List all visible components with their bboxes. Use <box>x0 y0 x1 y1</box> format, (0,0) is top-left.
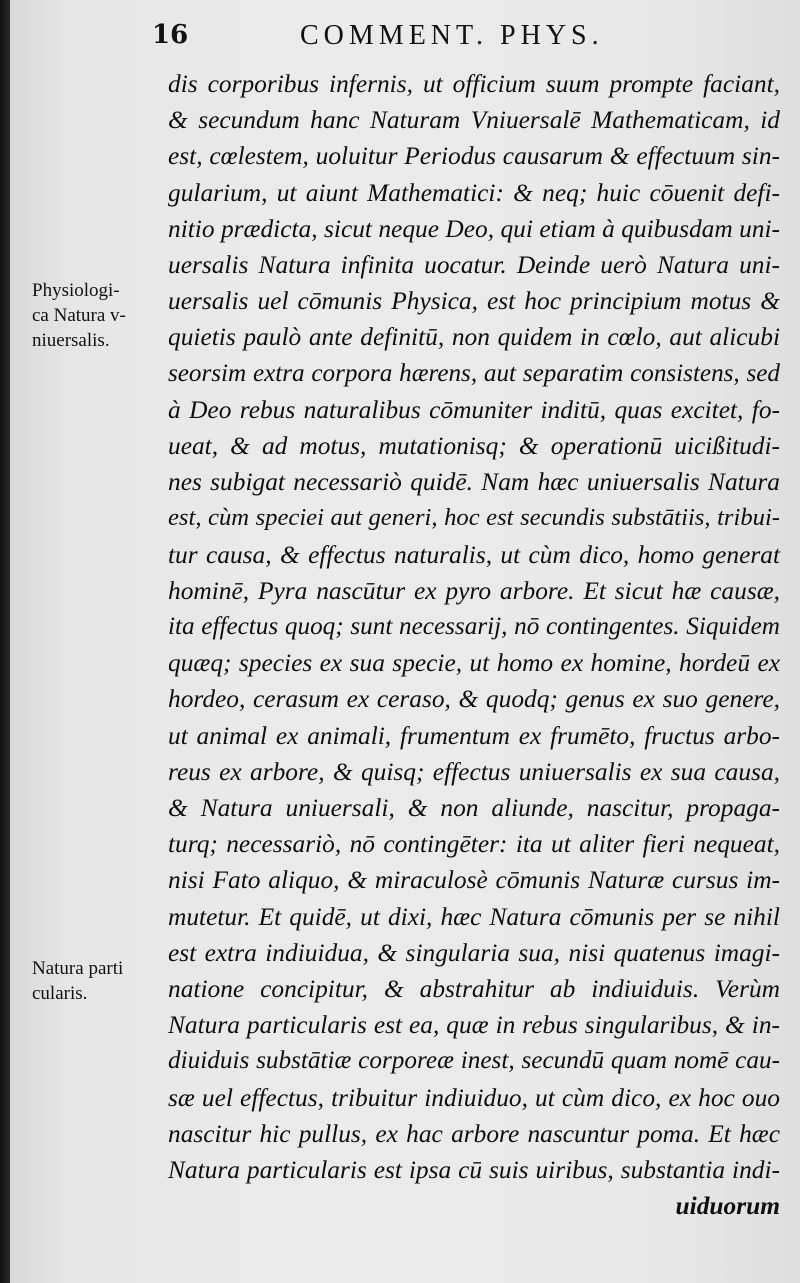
text-line: sæ uel effectus, tribuitur indiuiduo, ut cùm dico, ex hoc ouo <box>168 1083 780 1112</box>
page-header <box>10 18 800 58</box>
text-line: uersalis uel cōmunis Physica, est hoc principium motus & <box>168 287 780 316</box>
text-line: est extra indiuidua, & singularia sua, nisi quatenus imagi- <box>168 938 780 967</box>
text-line: est, cùm speciei aut generi, hoc est secundis substātiis, tribui- <box>168 504 780 532</box>
text-line: tur causa, & effectus naturalis, ut cùm dico, homo generat <box>168 540 780 569</box>
text-line: quæq; species ex sua specie, ut homo ex homine, hordeū ex <box>168 649 780 678</box>
running-head: COMMENT. PHYS. <box>300 20 604 51</box>
text-line: natione concipitur, & abstrahitur ab indiuiduis. Verùm <box>168 975 780 1004</box>
margin-note-line: Physiologi- <box>32 280 120 301</box>
text-line: & secundum hanc Naturam Vniuersalē Mathematicam, id <box>168 106 780 135</box>
page-number: 16 <box>152 20 189 50</box>
text-line: nisi Fato aliquo, & miraculosè cōmunis Naturæ cursus im- <box>168 866 780 895</box>
text-line: mutetur. Et quidē, ut dixi, hæc Natura cōmunis per se nihil <box>168 902 780 931</box>
text-line: gularium, ut aiunt Mathematici: & neq; huic cōuenit defi- <box>168 178 780 207</box>
text-line: nitio prædicta, sicut neque Deo, qui etiam à quibusdam uni- <box>168 214 780 243</box>
text-line: quietis paulò ante definitū, non quidem in cœlo, aut alicubi <box>168 323 780 352</box>
page-binding-edge <box>0 0 10 1283</box>
main-text-block <box>168 66 780 1225</box>
text-line: seorsim extra corpora hærens, aut separatim consistens, sed <box>168 359 780 387</box>
text-line: reus ex arbore, & quisq; effectus uniuersalis ex sua causa, <box>168 757 780 786</box>
catchword: uiduorum <box>675 1192 780 1221</box>
margin-note-physiologica <box>32 278 126 353</box>
margin-note-particularis <box>32 956 123 1006</box>
text-line: turq; necessariò, nō contingēter: ita ut aliter fieri nequeat, <box>168 830 780 859</box>
text-line: Natura particularis est ipsa cū suis uiribus, substantia indi- <box>168 1156 780 1185</box>
text-line: nascitur hic pullus, ex hac arbore nascuntur poma. Et hæc <box>168 1119 780 1148</box>
margin-note-line: ca Natura v- <box>32 305 126 326</box>
book-page <box>10 0 800 1283</box>
text-line: & Natura uniuersali, & non aliunde, nascitur, propaga- <box>168 794 780 823</box>
text-line: uersalis Natura infinita uocatur. Deinde uerò Natura uni- <box>168 251 780 280</box>
text-line: hominē, Pyra nascūtur ex pyro arbore. Et sicut hæ causæ, <box>168 576 780 605</box>
margin-note-line: niuersalis. <box>32 330 110 351</box>
margin-note-line: cularis. <box>32 983 88 1004</box>
text-line: Natura particularis est ea, quæ in rebus singularibus, & in- <box>168 1011 780 1040</box>
text-line: dis corporibus infernis, ut officium suum prompte faciant, <box>168 70 780 98</box>
text-line: est, cœlestem, uoluitur Periodus causarum & effectuum sin- <box>168 142 780 171</box>
text-line: ueat, & ad motus, mutationisq; & operationū uicißitudi- <box>168 432 780 461</box>
text-line: ut animal ex animali, frumentum ex frumēto, fructus arbo- <box>168 721 780 750</box>
margin-note-line: Natura parti <box>32 958 124 979</box>
text-line: diuiduis substātiæ corporeæ inest, secundū quam nomē cau- <box>168 1047 780 1075</box>
text-line: nes subigat necessariò quidē. Nam hæc uniuersalis Natura <box>168 468 780 497</box>
text-line: ita effectus quoq; sunt necessarij, nō contingentes. Siquidem <box>168 613 780 641</box>
text-line: hordeo, cerasum ex ceraso, & quodq; genus ex suo genere, <box>168 685 780 714</box>
text-line: à Deo rebus naturalibus cōmuniter inditū, quas excitet, fo- <box>168 395 780 424</box>
